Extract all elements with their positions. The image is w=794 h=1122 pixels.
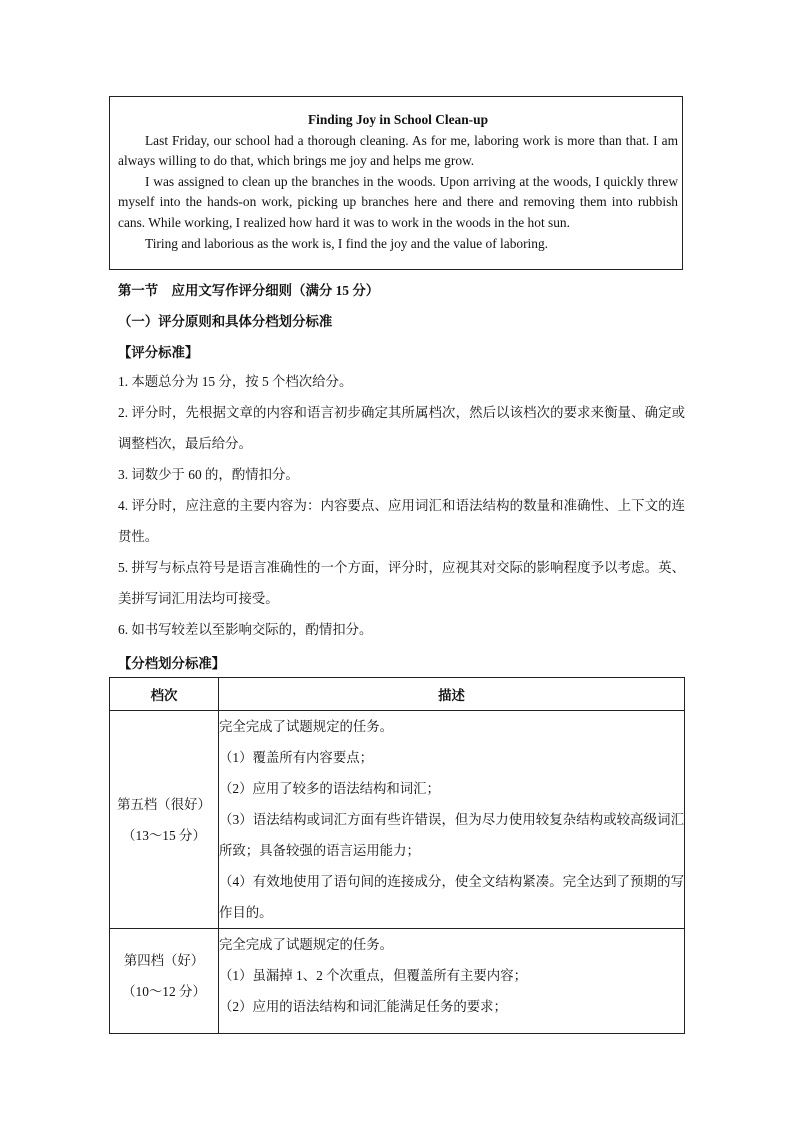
description-line: （2）应用的语法结构和词汇能满足任务的要求； [219, 999, 507, 1014]
level-cell [110, 929, 219, 1034]
level-score-range: （13～15 分） [122, 827, 206, 843]
sample-essay-paragraph: Last Friday, our school had a thorough cleaning. As for me, laboring work is more than that. I am always willing to do that, which brings me joy and helps me grow. [118, 132, 678, 169]
criteria-label: 【评分标准】 [118, 345, 199, 360]
description-line: （3）语法结构或词汇方面有些许错误，但为尽力使用较复杂结构或较高级词汇所致；具备较强的语言运用能力； [219, 812, 684, 858]
level-cell [110, 711, 219, 929]
sample-essay-paragraph: I was assigned to clean up the branches in the woods. Upon arriving at the woods, I quickly threw myself into the hands-on work, picking up branches here and there and removing them into rubbish cans. While working, I realized how hard it was to work in the woods in the hot sun. [118, 173, 678, 230]
grading-table [109, 677, 685, 1034]
sample-essay-box [109, 96, 683, 270]
description-line: （4）有效地使用了语句间的连接成分，使全文结构紧凑。完全达到了预期的写作目的。 [219, 874, 684, 920]
rule-item: 4. 评分时，应注意的主要内容为：内容要点、应用词汇和语法结构的数量和准确性、上下文的连贯性。 [118, 498, 685, 544]
level-name: 第四档（好） [123, 953, 205, 968]
rule-item: 2. 评分时，先根据文章的内容和语言初步确定其所属档次，然后以该档次的要求来衡量、确定或调整档次，最后给分。 [118, 405, 685, 451]
description-cell [219, 929, 685, 1034]
table-row [110, 929, 685, 1034]
rule-item: 5. 拼写与标点符号是语言准确性的一个方面，评分时，应视其对交际的影响程度予以考虑。英、美拼写词汇用法均可接受。 [118, 560, 685, 606]
rule-item: 6. 如书写较差以至影响交际的，酌情扣分。 [118, 622, 373, 637]
description-cell [219, 711, 685, 929]
section-subheading: （一）评分原则和具体分档划分标准 [118, 314, 333, 329]
levels-label: 【分档划分标准】 [118, 656, 226, 671]
description-line: 完全完成了试题规定的任务。 [219, 719, 394, 734]
rule-item: 3. 词数少于 60 的，酌情扣分。 [118, 467, 299, 482]
sample-essay-paragraph: Tiring and laborious as the work is, I find the joy and the value of laboring. [145, 235, 549, 251]
description-line: （2）应用了较多的语法结构和词汇； [219, 781, 440, 796]
section-heading: 第一节 应用文写作评分细则（满分 15 分） [118, 283, 380, 298]
table-row [110, 711, 685, 929]
table-header-row [110, 678, 685, 711]
rule-item: 1. 本题总分为 15 分，按 5 个档次给分。 [118, 374, 353, 389]
description-line: 完全完成了试题规定的任务。 [219, 937, 394, 952]
header-level: 档次 [110, 678, 219, 711]
header-description: 描述 [219, 678, 685, 711]
level-name: 第五档（很好） [117, 796, 211, 812]
sample-essay-title: Finding Joy in School Clean-up [307, 112, 489, 127]
level-score-range: （10～12 分） [122, 984, 206, 999]
description-line: （1）虽漏掉 1、2 个次重点，但覆盖所有主要内容； [219, 968, 527, 983]
description-line: （1）覆盖所有内容要点； [219, 750, 373, 765]
